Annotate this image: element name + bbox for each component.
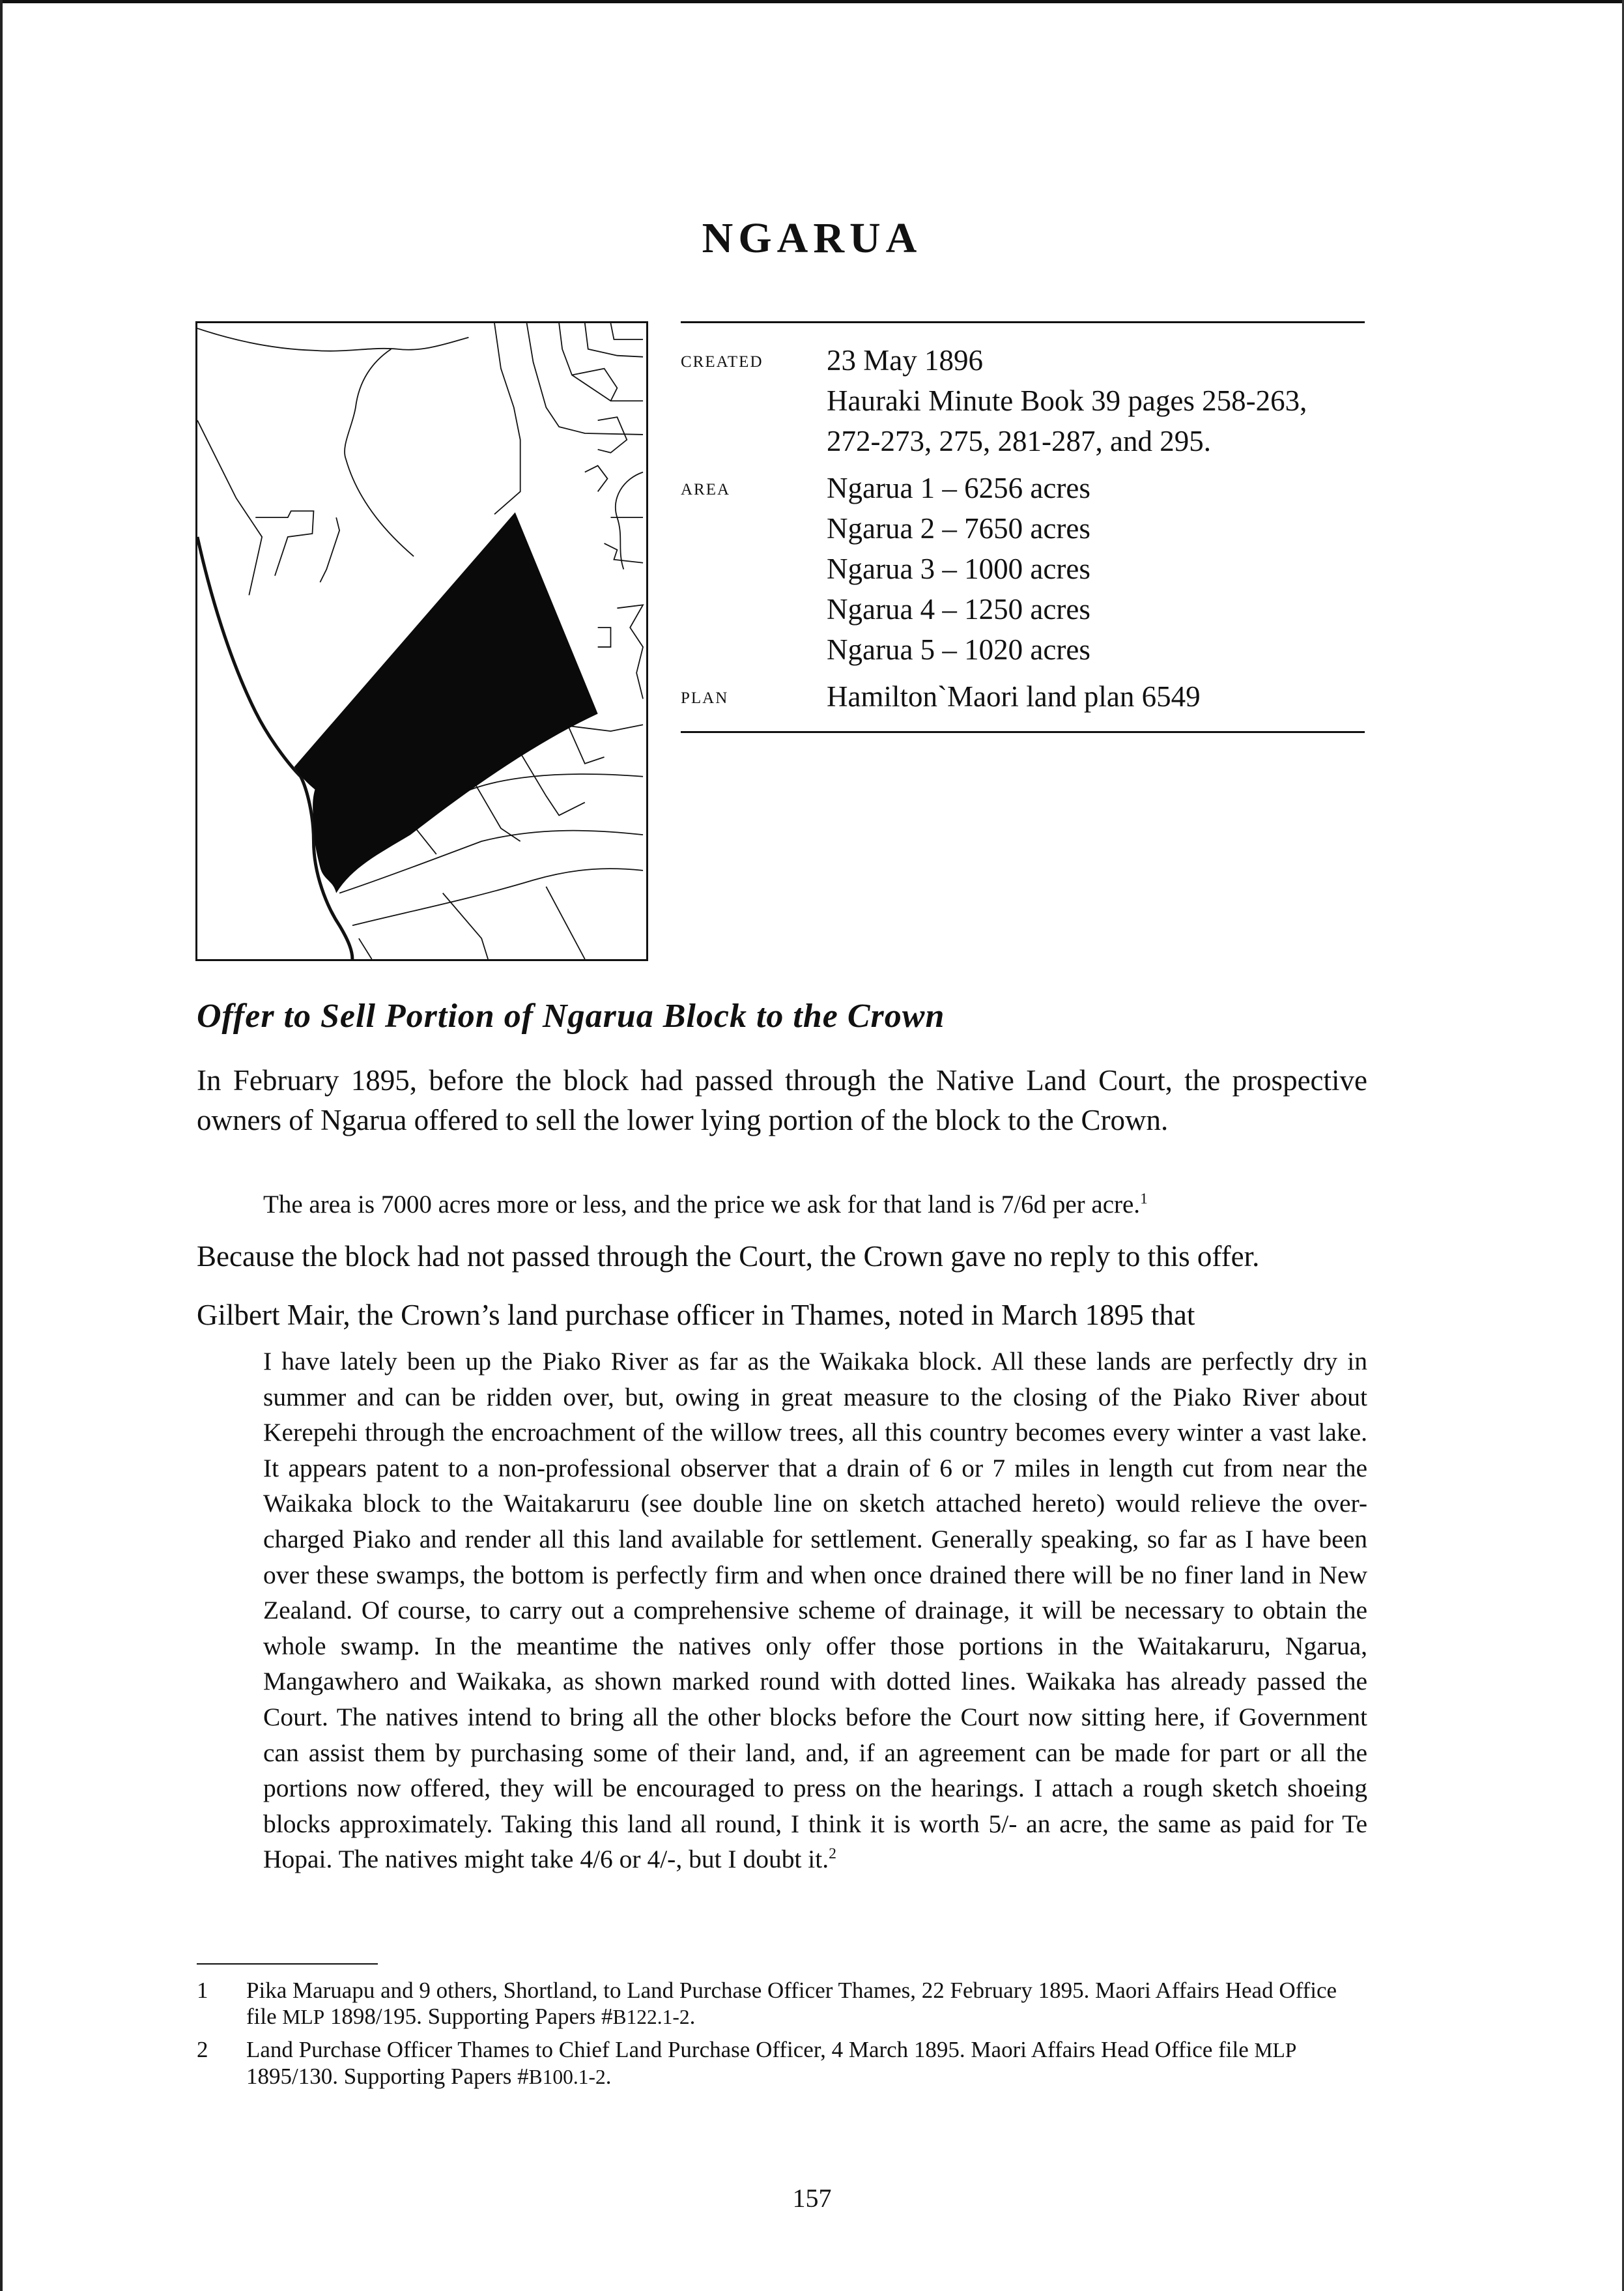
footnote-file-code: MLP [1254,2039,1297,2062]
scan-edge-left [0,0,3,2291]
created-label: created [681,346,763,372]
map-parcel-line [345,349,414,556]
map-parcel-line [546,887,584,959]
area-line: Ngarua 4 – 1250 acres [827,593,1090,626]
footnote-text-part: 1898/195. Supporting Papers # [324,2004,613,2029]
map-parcel-line [616,472,643,569]
area-line: Ngarua 5 – 1020 acres [827,633,1090,666]
map-parcel-line [255,511,313,575]
info-row-plan [681,676,1365,717]
area-line: Ngarua 2 – 7650 acres [827,512,1090,545]
area-line: Ngarua 3 – 1000 acres [827,553,1090,585]
map-parcel-line [572,369,617,401]
block-map-drawing [197,323,646,959]
map-parcel-line [443,893,488,959]
map-boundary-north [197,328,468,351]
footnote-ref: 1 [1140,1190,1148,1207]
page-title: NGARUA [702,214,922,262]
info-row-created [681,340,1365,461]
map-parcel-line [585,323,643,357]
map-parcel-line [610,323,643,339]
footnote-file-code: MLP [282,2006,325,2028]
map-parcel-line [585,466,608,492]
footnote-text-part: Pika Maruapu and 9 others, Shortland, to Land Purchase Officer Thames, 22 February 1895. Maori Affairs Head Office file [246,1978,1337,2029]
created-line: Hauraki Minute Book 39 pages 258-263, [827,384,1307,417]
plan-line: Hamilton`Maori land plan 6549 [827,680,1201,713]
map-parcel-line [320,517,339,582]
plan-values [827,676,1365,717]
map-parcel-line [559,323,643,401]
quote-text: The area is 7000 acres more or less, and the price we ask for that land is 7/6d per acre. [263,1190,1141,1218]
map-parcel-line [598,627,611,647]
map-parcel-line [197,420,262,595]
block-info-table [681,321,1365,733]
created-line: 23 May 1896 [827,344,983,377]
paragraph: Because the block had not passed through the Court, the Crown gave no reply to this offer. [197,1240,1260,1273]
footnote-rule [197,1963,378,1965]
created-line: 272-273, 275, 281-287, and 295. [827,425,1211,457]
ngarua-block-shaded [294,512,598,893]
paragraph: In February 1895, before the block had passed through the Native Land Court, the prospective owners of Ngarua offered to sell the lower lying portion of the block to the Crown. [197,1064,1367,1136]
map-parcel-line [352,869,643,925]
scan-edge-top [0,0,1624,3]
footnote-text-part: . [689,2004,696,2029]
info-row-area [681,468,1365,670]
map-parcel-line [617,605,643,699]
footnote-paper-code: B100.1-2 [528,2066,606,2088]
footnote-text [246,1978,1367,2030]
footnote [197,1978,1367,2030]
footnote-text [246,2037,1367,2090]
quote-text: I have lately been up the Piako River as far as the Waikaka block. All these lands are perfectly dry in summer and can be ridden over, but, owing in great measure to the closing of the Piako River about Kerepehi through the encroachment of the willow trees, all this country becomes every winter a vast lake. It appears patent to a non-professional observer that a drain of 6 or 7 miles in length cut from near the Waikaka block to the Waitakaruru (see double line on sketch attached hereto) would relieve the over-charged Piako and render all this land available for settlement. Generally speaking, so far as I have been over these swamps, the bottom is perfectly firm and when once drained there will be no finer land in New Zealand. Of course, to carry out a comprehensive scheme of drainage, it will be necessary to obtain the whole swamp. In the meantime the natives only offer those portions in the Waitakaruru, Ngarua, Mangawhero and Waikaka, as shown marked round with dotted lines. Waikaka has already passed the Court. The natives intend to bring all the other blocks before the Court now sitting here, if Government can assist them by purchasing some of their land, and, if an agreement can be made for part or all the portions now offered, they will be encouraged to press on the hearings. I attach a rough sketch shoeing blocks approximately. Taking this land all round, I think it is worth 5/- an acre, the same as paid for Te Hopai. The natives might take 4/6 or 4/-, but I doubt it. [263,1347,1367,1874]
paragraph: Gilbert Mair, the Crown’s land purchase officer in Thames, noted in March 1895 that [197,1299,1195,1331]
footnote-paper-code: B122.1-2 [612,2006,690,2028]
page-number: 157 [792,2183,832,2213]
area-line: Ngarua 1 – 6256 acres [827,472,1090,504]
footnote-ref: 2 [829,1845,836,1863]
block-quote [263,1190,1148,1219]
area-values [827,468,1365,670]
map-parcel-line [359,938,372,959]
section-heading: Offer to Sell Portion of Ngarua Block to the Crown [197,998,945,1035]
footnote-text-part: . [605,2064,612,2089]
block-quote [263,1344,1367,1877]
footnote-number: 1 [197,1978,208,2003]
footnote-text-part: 1895/130. Supporting Papers # [246,2064,529,2089]
plan-label: plan [681,682,729,708]
footnote [197,2037,1367,2090]
map-parcel-line [598,417,627,453]
map-parcel-line [494,323,520,514]
footnote-number: 2 [197,2037,208,2062]
created-values [827,340,1365,461]
map-parcel-line [605,543,643,563]
block-map [195,321,648,961]
area-label: area [681,474,731,500]
footnote-text-part: Land Purchase Officer Thames to Chief Land Purchase Officer, 4 March 1895. Maori Affairs Head Office file [246,2037,1255,2062]
